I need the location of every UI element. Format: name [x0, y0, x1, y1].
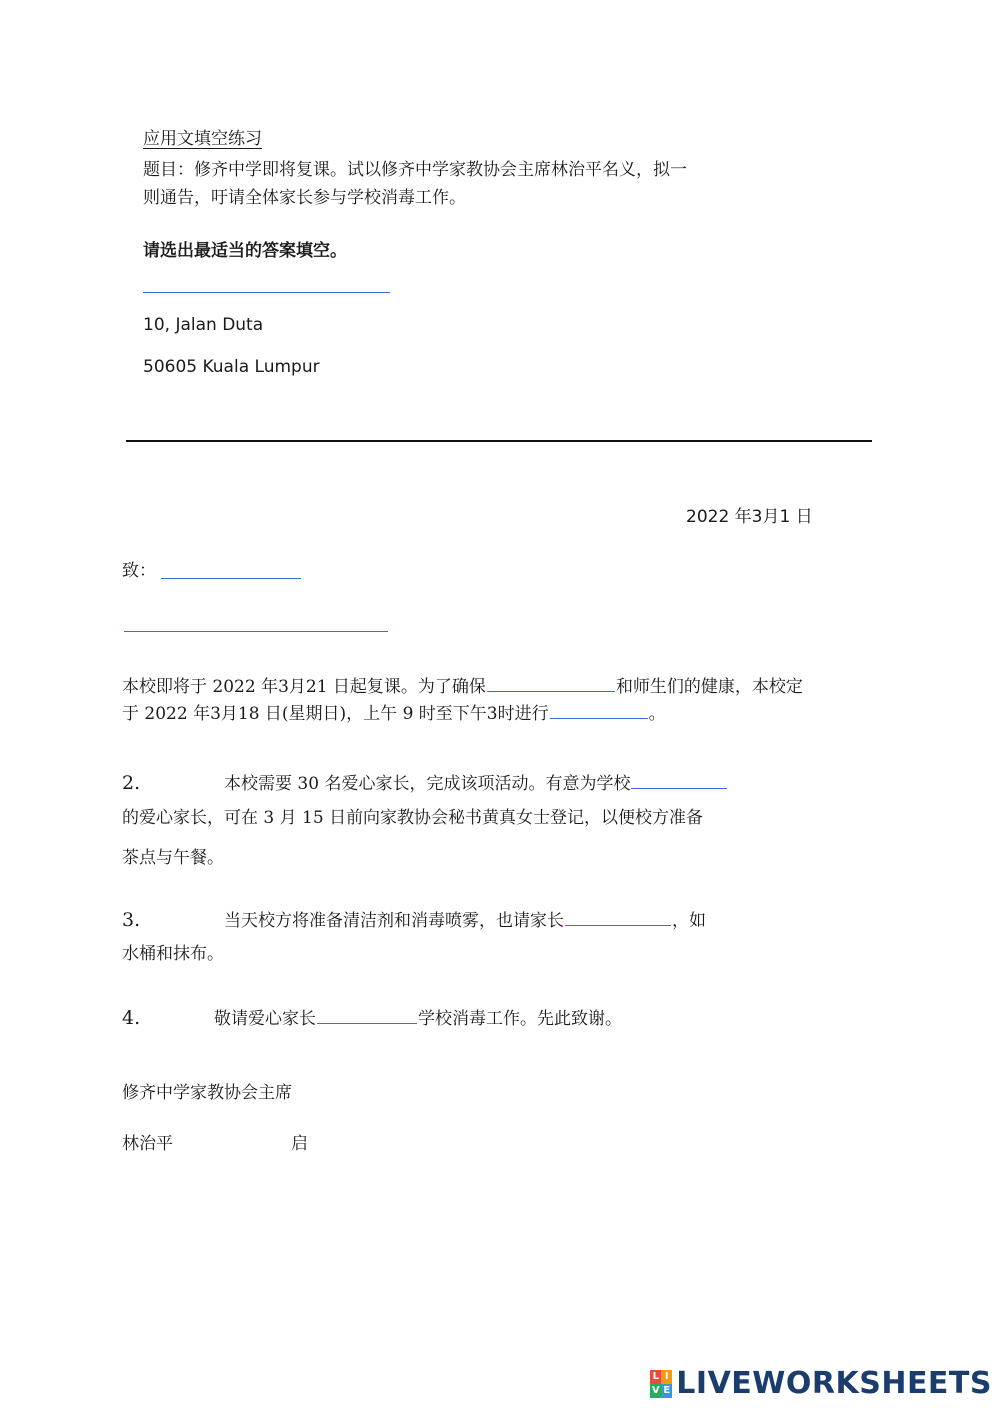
instruction: 请选出最适当的答案填空。	[143, 241, 347, 261]
blank-1[interactable]	[487, 673, 615, 692]
badge-letter-i: I	[661, 1370, 672, 1384]
prompt-line-1: 题目：修齐中学即将复课。试以修齐中学家教协会主席林治平名义，拟一	[143, 160, 687, 180]
brand-name: LIVEWORKSHEETS	[676, 1366, 992, 1401]
badge-letter-v: V	[651, 1385, 660, 1396]
notice-title-blank[interactable]	[124, 631, 388, 632]
para2-line2: 的爱心家长，可在 3 月 15 日前向家教协会秘书黄真女士登记，以便校方准备	[122, 808, 704, 828]
para1-text-1: 本校即将于 2022 年3月21 日起复课。为了确保	[122, 677, 486, 697]
para3-text-2: ，如	[672, 911, 706, 931]
para2-text-1: 本校需要 30 名爱心家长，完成该项活动。有意为学校	[224, 774, 631, 794]
blank-4[interactable]	[565, 907, 671, 926]
para2-line1	[122, 770, 728, 793]
badge-letter-l: L	[650, 1370, 661, 1384]
recipient-label: 致：	[122, 561, 156, 581]
worksheet-title: 应用文填空练习	[143, 129, 262, 149]
address-line-1: 10, Jalan Duta	[143, 315, 264, 335]
blank-5[interactable]	[317, 1005, 417, 1024]
para4-number: 4.	[122, 1007, 141, 1029]
date: 2022 年3月1 日	[686, 507, 813, 527]
live-badge-icon	[650, 1370, 672, 1398]
para3-line2: 水桶和抹布。	[122, 944, 224, 964]
recipient-blank[interactable]	[161, 578, 301, 579]
para3-line1	[122, 907, 706, 930]
para4-text-1: 敬请爱心家长	[214, 1009, 316, 1029]
para1-line1	[122, 673, 803, 696]
blank-2[interactable]	[550, 700, 648, 719]
para3-text-1: 当天校方将准备清洁剂和消毒喷雾，也请家长	[224, 911, 564, 931]
para1-text-2: 和师生们的健康，本校定	[615, 677, 803, 697]
signature-name: 林治平	[122, 1134, 173, 1154]
para2-line3: 茶点与午餐。	[122, 848, 224, 868]
address-line-2: 50605 Kuala Lumpur	[143, 357, 320, 377]
para4-line1	[122, 1005, 622, 1028]
liveworksheets-logo[interactable]	[650, 1366, 992, 1401]
signature-title: 修齐中学家教协会主席	[122, 1083, 292, 1103]
para1-line2	[122, 700, 666, 723]
para2-number: 2.	[122, 772, 141, 794]
badge-letter-e: E	[661, 1384, 672, 1398]
school-name-blank[interactable]	[143, 292, 390, 293]
signature-closing: 启	[291, 1134, 308, 1154]
para1-text-4: 。	[648, 704, 666, 724]
para3-number: 3.	[122, 909, 141, 931]
header-divider	[126, 440, 872, 442]
prompt-line-2: 则通告，吁请全体家长参与学校消毒工作。	[143, 188, 466, 208]
para4-text-2: 学校消毒工作。先此致谢。	[418, 1009, 622, 1029]
blank-3[interactable]	[631, 770, 727, 789]
para1-text-3: 于 2022 年3月18 日(星期日)，上午 9 时至下午3时进行	[122, 704, 549, 724]
